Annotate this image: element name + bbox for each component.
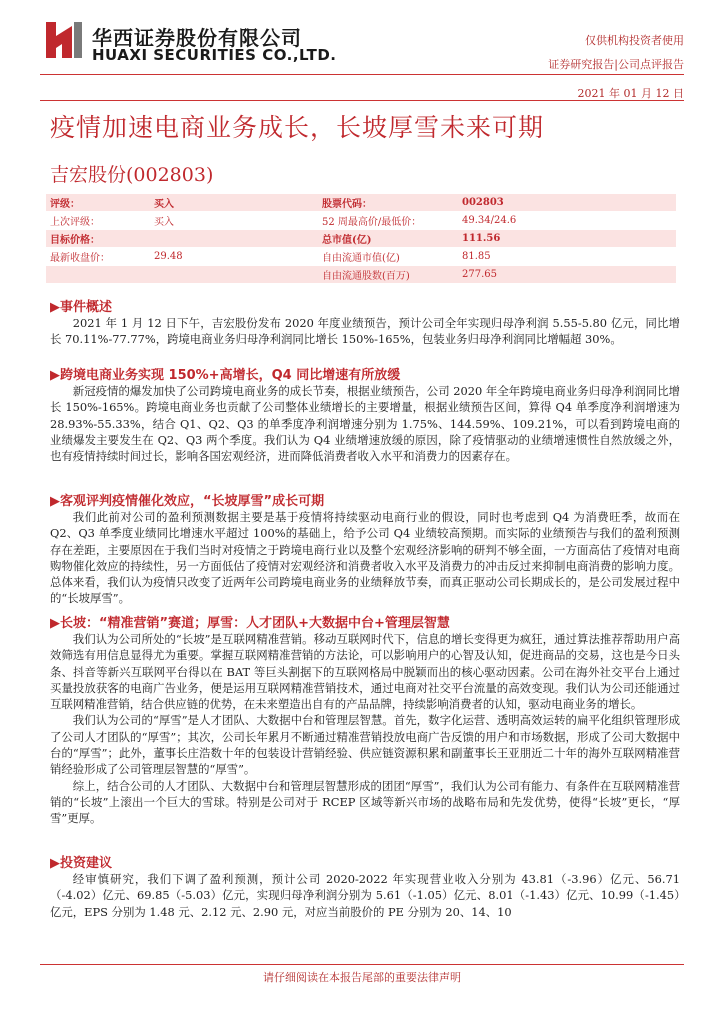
paragraph: 我们此前对公司的盈利预测数据主要是基于疫情将持续驱动电商行业的假设，同时也考虑到 Q4 为消费旺季，故而在 Q2、Q3 单季度业绩同比增速水平超过 100%的基础上，给予公司 Q4 业绩较高预期。而实际的业绩预告与我们的盈利预测存在差距，主要原因在于我们当时对疫情之于跨境电商行业以及整个宏观经济影响的研判不够全面，一方面高估了疫情对电商购物催化效应的持续性，另一方面低估了疫情对宏观经济和消费者收入水平及消费力的冲击反过来抑制电商消费的影响力度。总体来看，我们认为疫情只改变了近两年公司跨境电商业务的业绩释放节奏，而真正驱动公司长期成长的，是公司发展过程中的“长坡厚雪”。 [50, 510, 680, 606]
section-heading: ▶跨境电商业务实现 150%+高增长，Q4 同比增速有所放缓 [50, 368, 401, 383]
report-category: 证券研究报告|公司点评报告 [548, 58, 684, 71]
huaxi-logo-icon [44, 20, 84, 60]
report-date: 2021 年 01 月 12 日 [577, 87, 684, 100]
high-low-label: 52 周最高价/最低价： [318, 212, 458, 230]
stock-info-table [46, 194, 676, 284]
section-pandemic-effect [50, 490, 680, 607]
date-divider [40, 100, 684, 101]
info-row [46, 248, 676, 266]
float-cap-label: 自由流通市值(亿) [318, 248, 458, 266]
paragraph: 2021 年 1 月 12 日下午，吉宏股份发布 2020 年度业绩预告，预计公司全年实现归母净利润 5.55-5.80 亿元，同比增长 70.11%-77.77%，跨境电商业务归母净利润同比增长 150%-165%，包装业务归母净利润同比增幅超 30%。 [50, 316, 680, 347]
report-title: 疫情加速电商业务成长，长坡厚雪未来可期 [50, 113, 545, 142]
high-low-value: 49.34/24.6 [458, 212, 676, 230]
info-row [46, 194, 676, 212]
section-heading: ▶长坡：“精准营销”赛道；厚雪：人才团队+大数据中台+管理层智慧 [50, 616, 450, 631]
paragraph: 新冠疫情的爆发加快了公司跨境电商业务的成长节奏，根据业绩预告，公司 2020 年全年跨境电商业务归母净利润同比增长 150%-165%。跨境电商业务也贡献了公司整体业绩增长的主要增量，根据业绩预告区间，算得 Q4 单季度净利润增速为 28.93%-55.33%，结合 Q1、Q2、Q3 的单季度净利润增速分别为 1.75%、144.59%、109.21%，可以看到跨境电商的业绩爆发主要发生在 Q2、Q3 两个季度。我们认为 Q4 业绩增速放缓的原因，除了疫情驱动的业绩增速惯性自然放缓之外，也有疫情持续时间过长，影响各国宏观经济，进而降低消费者收入水平和消费力的因素存在。 [50, 384, 680, 464]
code-label: 股票代码： [318, 194, 458, 212]
info-row [46, 266, 676, 284]
market-cap-label: 总市值(亿) [318, 230, 458, 248]
target-value [150, 230, 318, 248]
section-heading: ▶客观评判疫情催化效应，“长坡厚雪”成长可期 [50, 494, 325, 509]
info-row [46, 212, 676, 230]
float-cap-value: 81.85 [458, 248, 676, 266]
last-price-label: 最新收盘价： [46, 248, 150, 266]
prev-rating-label: 上次评级： [46, 212, 150, 230]
rating-label: 评级： [46, 194, 150, 212]
audience-note: 仅供机构投资者使用 [585, 34, 684, 47]
paragraph: 综上，结合公司的人才团队、大数据中台和管理层智慧形成的团团“厚雪”，我们认为公司有能力、有条件在互联网精准营销的“长坡”上滚出一个巨大的雪球。特别是公司对于 RCEP 区域等新兴市场的战略布局和先发优势，使得“长坡”更长，“厚雪”更厚。 [50, 778, 680, 826]
legal-disclaimer-note: 请仔细阅读在本报告尾部的重要法律声明 [263, 971, 461, 984]
section-cross-border-growth [50, 364, 680, 464]
section-long-slope-thick-snow [50, 612, 680, 827]
company-name-en: HUAXI SECURITIES CO.,LTD. [92, 46, 337, 64]
company-name-cn: 华西证券股份有限公司 [92, 26, 302, 50]
rating-value: 买入 [150, 194, 318, 212]
info-row [46, 230, 676, 248]
paragraph: 经审慎研究，我们下调了盈利预测，预计公司 2020-2022 年实现营业收入分别为 43.81（-3.96）亿元、56.71（-4.02）亿元、69.85（-5.03）亿元，实现归母净利润分别为 5.61（-1.05）亿元、8.01（-1.43）亿元、10.99（-1.45）亿元，EPS 分别为 1.48 元、2.12 元、2.90 元，对应当前股价的 PE 分别为 20、14、10 [50, 872, 680, 919]
section-heading: ▶投资建议 [50, 856, 112, 871]
section-heading: ▶事件概述 [50, 300, 112, 315]
prev-rating-value: 买入 [150, 212, 318, 230]
paragraph: 我们认为公司所处的“长坡”是互联网精准营销。移动互联网时代下，信息的增长变得更为疯狂，通过算法推荐帮助用户高效筛选有用信息显得尤为重要。掌握互联网精准营销的方法论，可以影响用户的心智及认知，促进商品的交易，这也是今日头条、抖音等新兴互联网平台得以在 BAT 等巨头割据下的互联网格局中脱颖而出的核心驱动因素。公司在海外社交平台上通过买量投放获客的电商广告业务，便是运用互联网精准营销技术，通过电商对社交平台流量的高效变现。我们认为公司还能通过互联网精准营销，结合供应链的优势，在未来塑造出自有的产品品牌，持续影响消费者的认知，驱动电商业务的增长。 [50, 632, 680, 712]
code-value: 002803 [458, 194, 676, 212]
target-label: 目标价格： [46, 230, 150, 248]
footer-divider [40, 964, 684, 965]
float-shares-value: 277.65 [458, 266, 676, 284]
market-cap-value: 111.56 [458, 230, 676, 248]
stock-name: 吉宏股份(002803) [50, 164, 214, 186]
float-shares-label: 自由流通股数(百万) [318, 266, 458, 284]
section-event-overview [50, 296, 680, 348]
paragraph: 我们认为公司的“厚雪”是人才团队、大数据中台和管理层智慧。首先，数字化运营、透明高效运转的扁平化组织管理形成了公司人才团队的“厚雪”；其次，公司长年累月不断通过精准营销投放电商广告反馈的用户和市场数据，形成了公司大数据中台的“厚雪”；此外，董事长庄浩数十年的包装设计营销经验、供应链资源积累和副董事长王亚朋近二十年的海外互联网精准营销经验形成了公司管理层智慧的“厚雪”。 [50, 713, 680, 777]
header-divider [40, 74, 684, 75]
section-investment-advice [50, 852, 680, 920]
last-price-value: 29.48 [150, 248, 318, 266]
